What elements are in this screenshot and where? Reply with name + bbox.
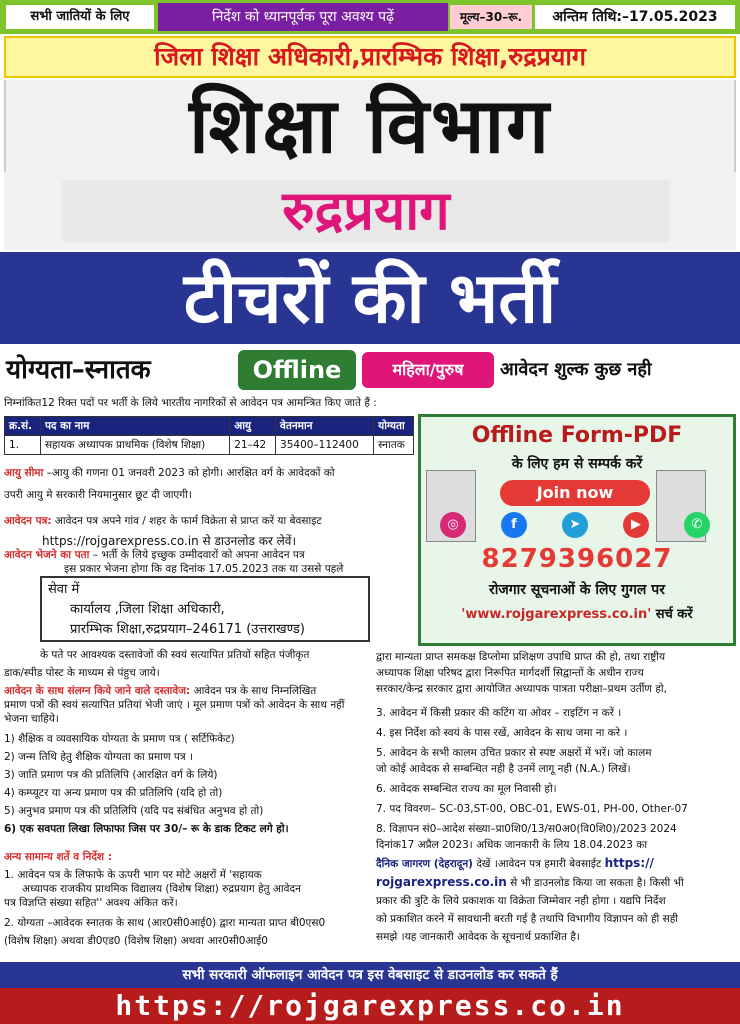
general-p1b: अध्यापक राजकीय प्राथमिक विद्यालय (विशेष शिक्षा) रुद्रप्रयाग हेतु आवेदन: [22, 883, 301, 895]
th-serial: क्र.सं.: [5, 417, 41, 436]
docs-label: आवेदन के साथ संलग्न किये जाने वाले दस्तावेज:: [4, 685, 191, 697]
google-search-text: सर्च करें: [651, 607, 693, 622]
ad-subtitle: के लिए हम से सम्पर्क करें: [511, 456, 643, 472]
ad-title: Offline Form-PDF: [471, 423, 683, 448]
phone-number[interactable]: 8279396027: [481, 544, 673, 574]
cell-post: सहायक अध्यापक प्राथमिक (विशेष शिक्षा): [40, 436, 229, 455]
url-part-2[interactable]: rojgarexpress.co.in: [376, 875, 507, 889]
right-item: जो कोई आवेदक से सम्बन्धित नही है उनमें लागू नही (N.A.) लिखें।: [376, 763, 631, 775]
right-item: 6. आवेदक सम्बन्धित राज्य का मूल निवासी हो।: [376, 783, 557, 795]
doc-item: 3) जाति प्रमाण पत्र की प्रतिलिपि (आरक्षित वर्ग के लिये): [4, 769, 218, 781]
google-url[interactable]: 'www.rojgarexpress.co.in': [461, 607, 652, 622]
age-text-1: –आयु की गणना 01 जनवरी 2023 को होगी। आरक्षित वर्ग के आवेदकों को: [43, 467, 335, 479]
age-text-2: उपरी आयु मे सरकारी नियमानुसार छूट दी जाएगी।: [4, 489, 192, 501]
send-section: [4, 548, 370, 576]
intro-text: निम्नांकित12 रिक्त पदों पर भर्ती के लिये भारतीय नागरिकों से आवेदन पत्र आमन्त्रित किए जाते हैं :: [4, 397, 377, 409]
right-line-3: सरकार/केन्द्र सरकार द्वारा आयोजित अध्यापक पात्रता परीक्षा–प्रथम उर्तीण हो,: [376, 683, 667, 695]
right-section: [376, 650, 736, 944]
th-age: आयु: [230, 417, 276, 436]
vacancy-table: [4, 416, 414, 455]
th-pay: वेतनमान: [276, 417, 374, 436]
address-line-2: कार्यालय ,जिला शिक्षा अधिकारी,: [70, 602, 225, 617]
general-p1: 1. आवेदन पत्र के लिफाफे के ऊपरी भाग पर मोटे अक्षरों में 'सहायक: [4, 869, 262, 881]
send-text-1: – भर्ती के लिये इच्छुक उम्मीदवारों को अपना आवेदन पत्र: [89, 549, 305, 561]
form-label: आवेदन पत्र:: [4, 515, 52, 527]
right-end-3: समझे ।यह जानकारी आवेदक के सूचनार्थ प्रकाशित है।: [376, 931, 580, 943]
doc-item: 1) शैक्षिक व व्यवसायिक योग्यता के प्रमाण पत्र ( सर्टिफिकेट): [4, 733, 235, 745]
whatsapp-icon[interactable]: ✆: [684, 512, 710, 538]
send-text-2: इस प्रकार भेजना होगा कि वह दिनांक 17.05.2023 तक या उससे पहले: [64, 563, 344, 575]
right-item: दिनांक17 अप्रैल 2023। अधिक जानकारी के लिय 18.04.2023 का: [376, 839, 648, 851]
address-box: [40, 576, 370, 642]
paper-label: दैनिक जागरण (देहरादून): [376, 858, 473, 870]
general-label: अन्य सामान्य शर्ते व निर्देश :: [4, 851, 112, 863]
send-label: आवेदन भेजने का पता: [4, 549, 90, 561]
right-item: 5. आवेदन के सभी कालम उचित प्रकार से स्पष्ट अक्षरों में भरें। जो कालम: [376, 747, 652, 759]
right-line-1: द्वारा मान्यता प्राप्त समकक्ष डिप्लोमा प्रशिक्षण उपाधि प्राप्त की हो, तथा राष्ट्रीय: [376, 651, 666, 663]
vacancy-table-wrap: [4, 416, 414, 455]
right-line-2: अध्यापक शिक्षा परिषद द्वारा निरूपित मार्गदर्शी सिद्वान्तों के अधीन राज्य: [376, 667, 644, 679]
youtube-icon[interactable]: ▶: [623, 512, 649, 538]
url-part-1[interactable]: https://: [604, 856, 654, 870]
cell-pay: 35400–112400: [276, 436, 374, 455]
docs-text-3: भेजना चाहिये।: [4, 713, 59, 725]
last-date-label: अन्तिम तिथि:–17.05.2023: [535, 5, 735, 29]
google-line-1: रोजगार सूचनाओं के लिए गुगल पर: [489, 582, 665, 598]
after-address: [4, 648, 370, 680]
general-p1c: पत्र विज्ञप्ति संख्या सहित'' अवश्य अंकित करें।: [4, 897, 178, 909]
all-castes-label: सभी जातियों के लिए: [6, 5, 154, 29]
doc-item: 2) जन्म तिथि हेतु शैक्षिक योग्यता का प्रमाण पत्र ।: [4, 751, 194, 763]
department-title: शिक्षा विभाग: [4, 80, 736, 172]
table-row: [5, 436, 414, 455]
join-now-button[interactable]: Join now: [500, 480, 650, 506]
general-p2b: (विशेष शिक्षा) अथवा डी0एड0 (विशेष शिक्षा) अथवा आर0सी0आई0: [4, 935, 268, 947]
right-end-2: को प्रकाशित करने में सावधानी बरती गई है तथापि विभागीय विज्ञापन को ही सही: [376, 913, 679, 925]
fee-label: आवेदन शुल्क कुछ नही: [500, 359, 652, 380]
form-text-1: आवेदन पत्र अपने गांव / शहर के फार्म विक्रेता से प्राप्त करें या बेवसाइट: [51, 515, 322, 527]
doc-item: 5) अनुभव प्रमाण पत्र की प्रतिलिपि (यदि पद संबंधित अनुभव हो तो): [4, 805, 264, 817]
right-item: 4. इस निर्देश को स्वयं के पास रखें, आवेदन के साथ जमा ना करे ।: [376, 727, 628, 739]
offline-badge: Offline: [238, 350, 356, 390]
after-address-1: के पते पर आवश्यक दस्तावेजों की स्वयं सत्यापित प्रतियों सहित पंजीकृत: [40, 649, 310, 661]
age-section: [4, 466, 370, 502]
facebook-icon[interactable]: f: [501, 512, 527, 538]
general-p2: 2. योग्यता –आवेदक स्नातक के साथ (आर0सी0आई0) द्वारा मान्यता प्राप्त बी0एस0: [4, 917, 326, 929]
google-line-2: [424, 604, 730, 626]
social-icons: [440, 512, 710, 538]
form-section: [4, 514, 370, 548]
cell-qual: स्नातक: [374, 436, 414, 455]
right-end-1: प्रकार की त्रुटि के लिये प्रकाशक या विक्रेता जिम्मेवार नही होगा । यद्यपि निर्देश: [376, 895, 666, 907]
footer-url[interactable]: https://rojgarexpress.co.in: [0, 988, 740, 1024]
address-line-3: प्रारम्भिक शिक्षा,रुद्रप्रयाग–246171 (उत्तराखण्ड): [70, 622, 305, 637]
after-address-2: डाक/स्पीड पोस्ट के माध्यम से पंहुच जाये।: [4, 667, 160, 679]
cell-serial: 1.: [5, 436, 41, 455]
qualification-label: योग्यता–स्नातक: [6, 355, 151, 385]
age-label: आयु सीमा: [4, 467, 44, 479]
gender-badge: महिला/पुरुष: [362, 352, 494, 388]
docs-section: [4, 684, 374, 836]
price-label: मूल्य–30–रू.: [450, 5, 532, 29]
right-item: 8. विज्ञापन सं0–आदेश संख्या–प्रा0शि0/13/स0अ0(वि0शि0)/2023 2024: [376, 823, 677, 835]
docs-text-1: आवेदन पत्र के साथ निम्नलिखित: [190, 685, 317, 697]
doc-item: 6) एक सवपता लिखा लिफाफा जिस पर 30/– रू के डाक टिकट लगे हो।: [4, 823, 289, 835]
form-text-2[interactable]: https://rojgarexpress.co.in से डाउनलोड कर लेवें।: [42, 534, 297, 548]
district-title: रुद्रप्रयाग: [62, 180, 670, 242]
address-line-1: सेवा में: [48, 582, 80, 597]
th-qual: योग्यता: [374, 417, 414, 436]
after-url-text: से भी डाउनलोड किया जा सकता है। किसी भी: [506, 877, 684, 889]
instagram-icon[interactable]: ◎: [440, 512, 466, 538]
right-item: 3. आवेदन में किसी प्रकार की कटिंग या ओवर – राइटिंग न करें ।: [376, 707, 622, 719]
footer-download-line: सभी सरकारी ऑफलाइन आवेदन पत्र इस वेबसाइट से डाउनलोड कर सकते हैं: [0, 962, 740, 988]
general-section: [4, 850, 370, 948]
cell-age: 21–42: [230, 436, 276, 455]
paper-text: देखें ।आवेदन पत्र हमारी बेवसाईट: [472, 858, 605, 870]
telegram-icon[interactable]: ➤: [562, 512, 588, 538]
office-line: जिला शिक्षा अधिकारी,प्रारम्भिक शिक्षा,रुद्रप्रयाग: [4, 36, 736, 78]
recruitment-title: टीचरों की भर्ती: [0, 252, 740, 344]
docs-text-2: प्रमाण पत्रों की स्वयं सत्यापित प्रतियां भेजी जाएं । मूल प्रमाण पत्रों को आवेदन के साथ नहीं: [4, 699, 345, 711]
right-item: 7. पद विवरण– SC-03,ST-00, OBC-01, EWS-01, PH-00, Other-07: [376, 803, 688, 815]
doc-item: 4) कम्प्यूटर या अन्य प्रमाण पत्र की प्रतिलिपि (यदि हो तो): [4, 787, 223, 799]
read-notice-label: निर्देश को ध्यानपूर्वक पूरा अवश्य पढ़ें: [158, 3, 448, 31]
th-post: पद का नाम: [40, 417, 229, 436]
